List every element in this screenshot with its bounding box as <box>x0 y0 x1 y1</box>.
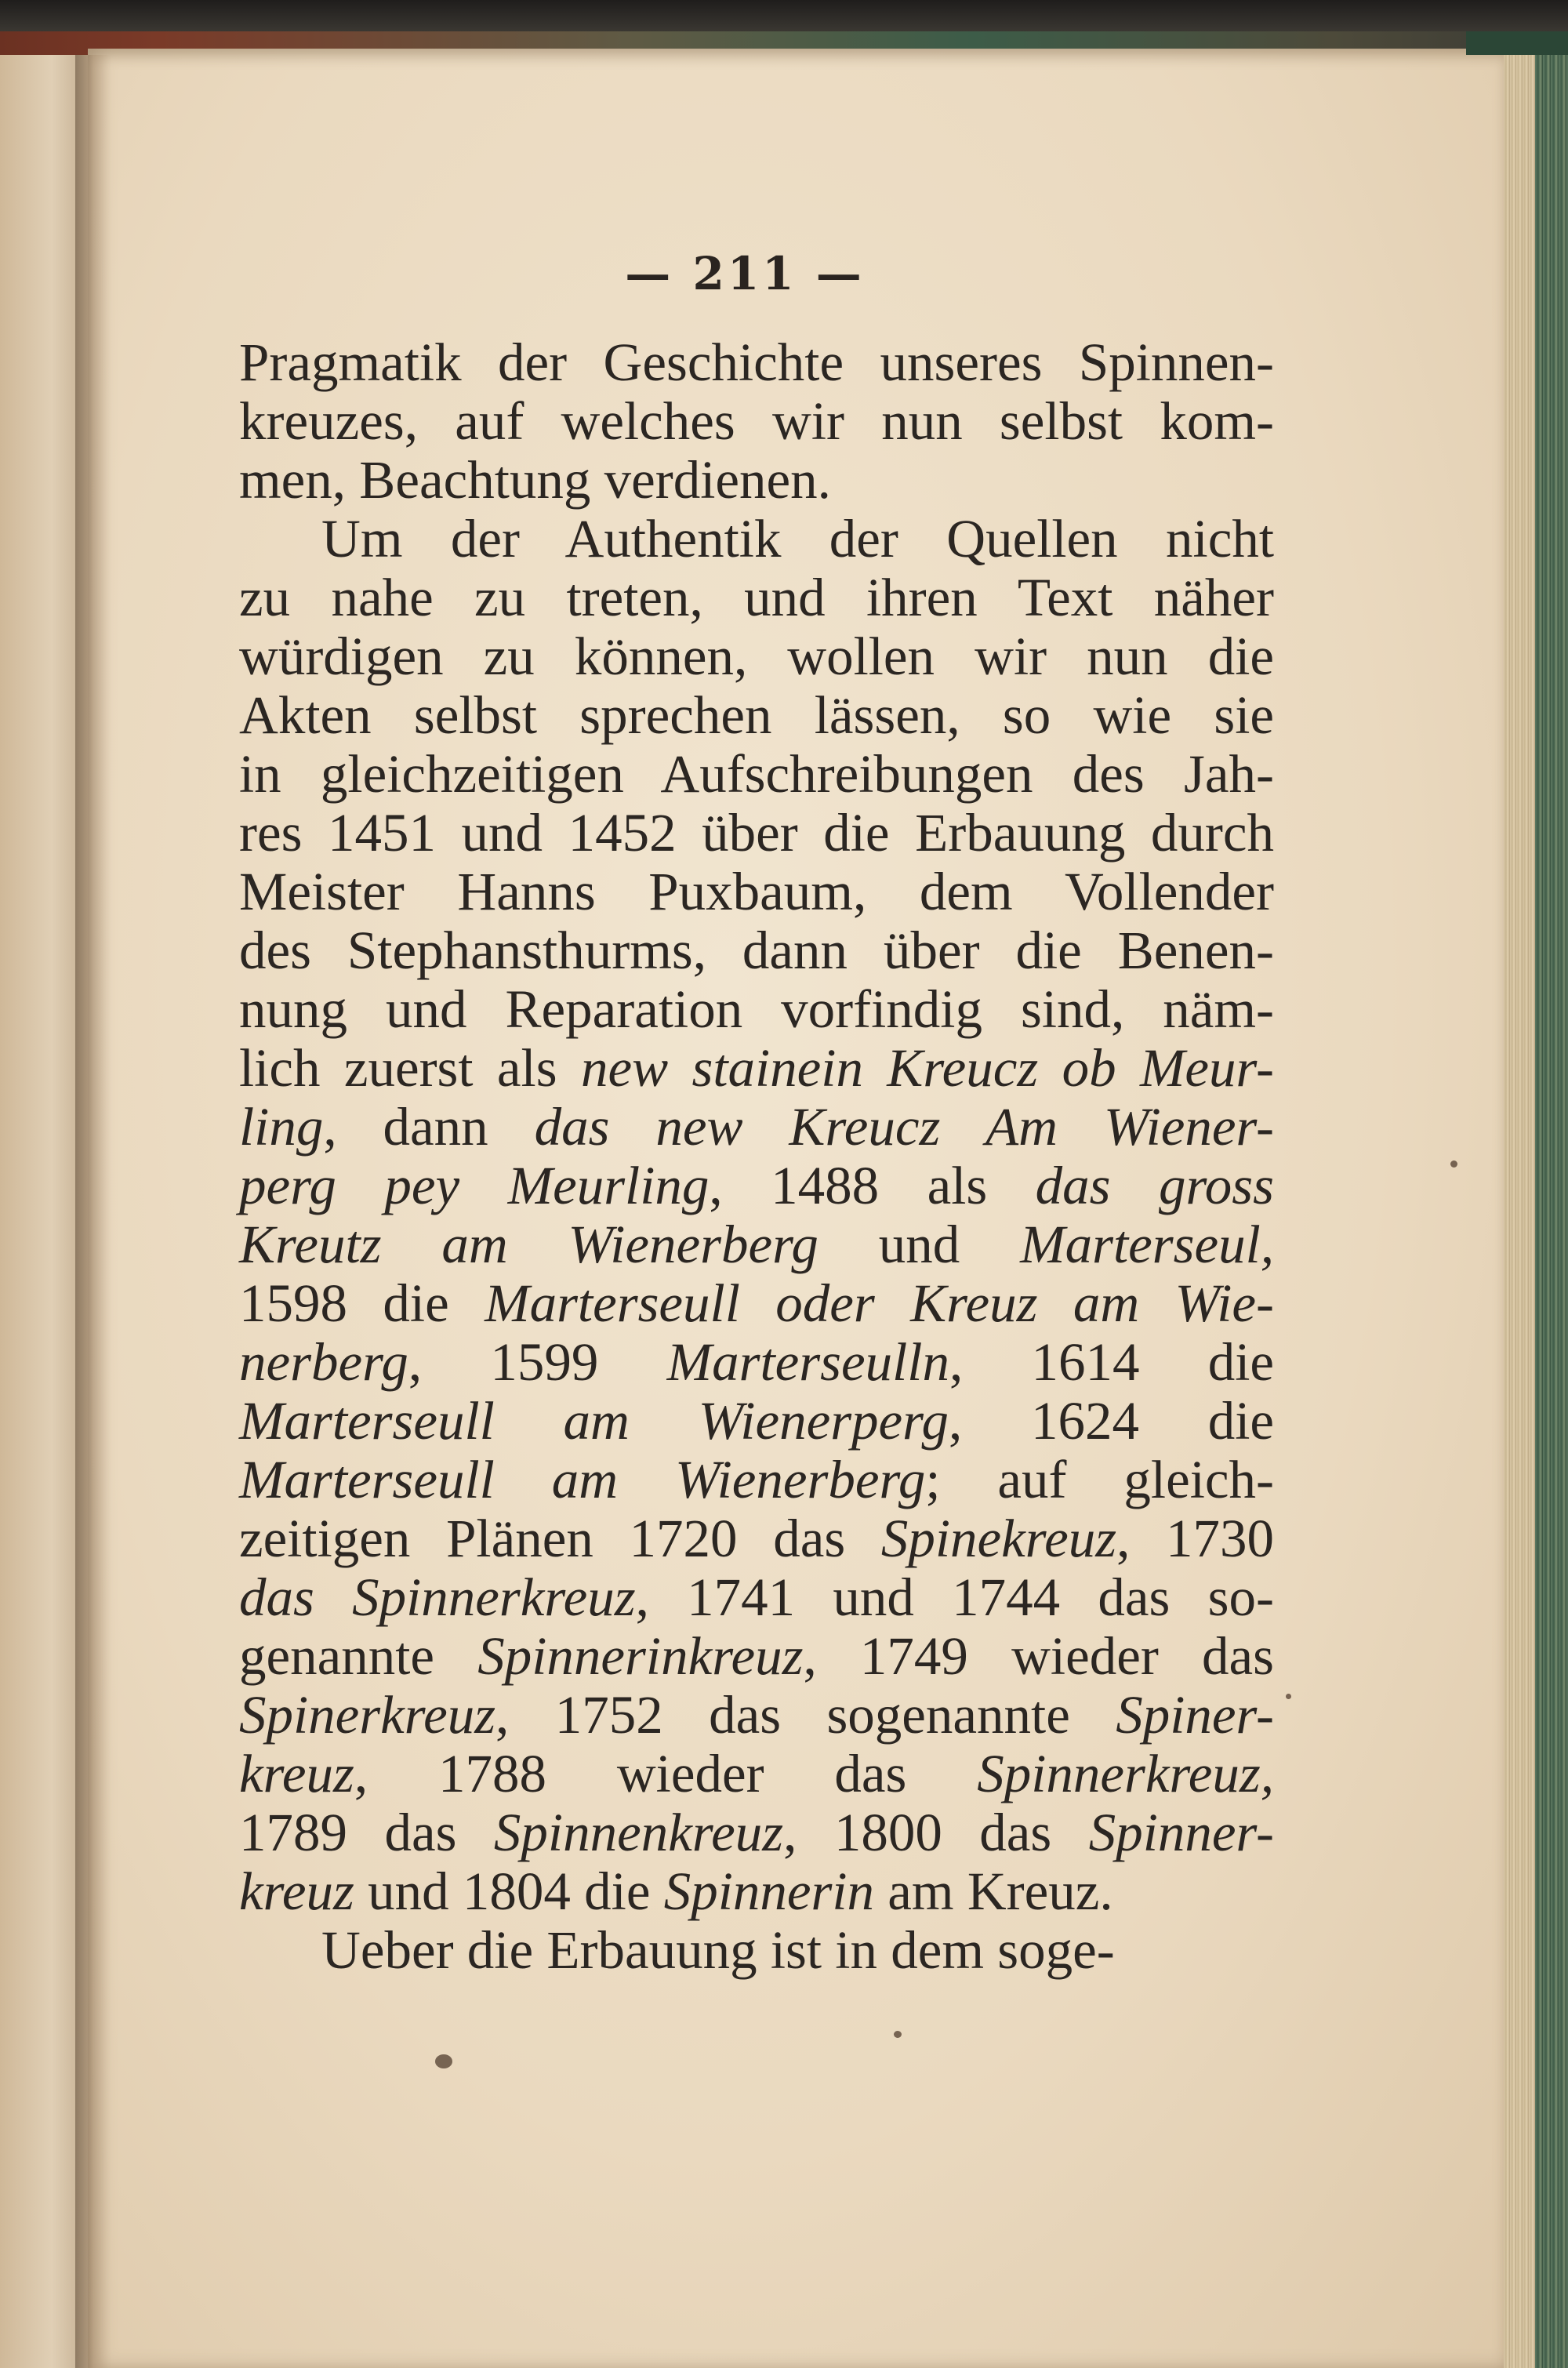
italic-text: new stainein Kreucz ob Meur- <box>580 1038 1274 1098</box>
text-line <box>239 1157 1274 1215</box>
text-run: 1598 die <box>239 1273 485 1333</box>
text-line <box>239 1451 1274 1509</box>
text-line <box>239 392 1274 451</box>
italic-text: Spinner- <box>1088 1803 1274 1862</box>
text-run: 1789 das <box>239 1803 494 1862</box>
text-line <box>239 1039 1274 1098</box>
foxing-spot <box>1286 1694 1291 1699</box>
italic-text: kreuz <box>239 1861 354 1921</box>
text-run: am Kreuz. <box>874 1861 1113 1921</box>
text-run: des Stephansthurms, dann über die Benen- <box>239 921 1274 980</box>
text-line <box>239 1392 1274 1451</box>
italic-text: Kreutz am Wienerberg <box>239 1215 818 1274</box>
text-run: , 1749 wieder das <box>803 1626 1274 1686</box>
text-line <box>239 1745 1274 1803</box>
text-line <box>239 921 1274 980</box>
text-run: Ueber die Erbauung ist in dem soge- <box>321 1920 1115 1980</box>
italic-text: nerberg <box>239 1332 408 1392</box>
text-run: men, Beachtung verdienen. <box>239 450 831 510</box>
text-line <box>239 1098 1274 1157</box>
italic-text: das new Kreucz Am Wiener- <box>534 1097 1274 1157</box>
italic-text: Marterseull am Wienerperg <box>239 1391 949 1451</box>
page-number: — 211 — <box>625 247 865 300</box>
italic-text: Marterseull oder Kreuz am Wie- <box>485 1273 1275 1333</box>
text-line <box>239 510 1274 568</box>
text-run: , 1752 das sogenannte <box>495 1685 1116 1745</box>
italic-text: Spinnenkreuz <box>493 1803 784 1862</box>
gutter-shadow <box>75 55 111 2368</box>
text-line <box>239 980 1274 1039</box>
italic-text: Marterseul, <box>1020 1215 1275 1274</box>
text-run: , 1488 als <box>709 1156 1036 1215</box>
italic-text: Spinekreuz <box>880 1509 1117 1568</box>
text-line <box>239 1686 1274 1745</box>
text-run: und 1804 die <box>354 1861 664 1921</box>
text-line <box>239 863 1274 921</box>
text-run: nung und Reparation vorfindig sind, näm- <box>239 979 1274 1039</box>
text-line <box>239 568 1274 627</box>
text-line <box>239 1803 1274 1862</box>
text-line <box>239 627 1274 686</box>
fore-edge-green <box>1535 45 1568 2368</box>
text-run: , 1614 die <box>949 1332 1274 1392</box>
text-line <box>239 686 1274 745</box>
text-run: in gleichzeitigen Aufschreibungen des Jah- <box>239 744 1274 804</box>
text-run: , 1788 wieder das <box>354 1744 978 1803</box>
text-line <box>239 1509 1274 1568</box>
text-run: lich zuerst als <box>239 1038 581 1098</box>
text-run: Um der Authentik der Quellen nicht <box>321 509 1274 568</box>
text-line <box>239 745 1274 804</box>
italic-text: Marterseulln <box>666 1332 949 1392</box>
text-run: res 1451 und 1452 über die Erbauung durch <box>239 803 1274 863</box>
text-line <box>239 1215 1274 1274</box>
text-run: , 1599 <box>408 1332 667 1392</box>
italic-text: das Spinnerkreuz <box>239 1567 636 1627</box>
text-line <box>239 451 1274 510</box>
body-text <box>239 333 1274 1980</box>
text-run: und <box>818 1215 1021 1274</box>
italic-text: Marterseull am Wienerberg <box>239 1450 926 1509</box>
text-run: Pragmatik der Geschichte unseres Spinnen- <box>239 332 1274 392</box>
italic-text: perg pey Meurling <box>239 1156 710 1215</box>
italic-text: kreuz <box>239 1744 354 1803</box>
text-line <box>239 804 1274 863</box>
text-run: würdigen zu können, wollen wir nun die <box>239 627 1274 686</box>
text-run: , 1741 und 1744 das so- <box>635 1567 1274 1627</box>
text-line <box>239 333 1274 392</box>
text-line <box>239 1862 1274 1921</box>
text-run: Meister Hanns Puxbaum, dem Vollender <box>239 862 1274 921</box>
foxing-spot <box>1450 1160 1457 1168</box>
italic-text: ling <box>239 1097 324 1157</box>
text-line <box>239 1274 1274 1333</box>
text-line <box>239 1568 1274 1627</box>
text-run: kreuzes, auf welches wir nun selbst kom- <box>239 391 1274 451</box>
foxing-spot <box>894 2031 902 2038</box>
text-run: , 1800 das <box>783 1803 1089 1862</box>
text-run: genannte <box>239 1626 478 1686</box>
cover-corner <box>1466 31 1568 55</box>
text-run: Akten selbst sprechen lässen, so wie sie <box>239 685 1274 745</box>
text-run: , dann <box>323 1097 535 1157</box>
text-run: zu nahe zu treten, und ihren Text näher <box>239 568 1274 627</box>
italic-text: das gross <box>1035 1156 1274 1215</box>
italic-text: Spinerkreuz <box>239 1685 496 1745</box>
text-run: zeitigen Plänen 1720 das <box>239 1509 881 1568</box>
text-run: , 1730 <box>1116 1509 1275 1568</box>
italic-text: Spiner- <box>1116 1685 1274 1745</box>
text-run: , 1624 die <box>948 1391 1274 1451</box>
text-line <box>239 1333 1274 1392</box>
text-run: ; auf gleich- <box>925 1450 1274 1509</box>
text-line <box>239 1921 1274 1980</box>
foxing-spot <box>435 2054 452 2068</box>
italic-text: Spinnerin <box>663 1861 875 1921</box>
text-line <box>239 1627 1274 1686</box>
italic-text: Spinnerinkreuz <box>477 1626 804 1686</box>
italic-text: Spinnerkreuz, <box>977 1744 1274 1803</box>
